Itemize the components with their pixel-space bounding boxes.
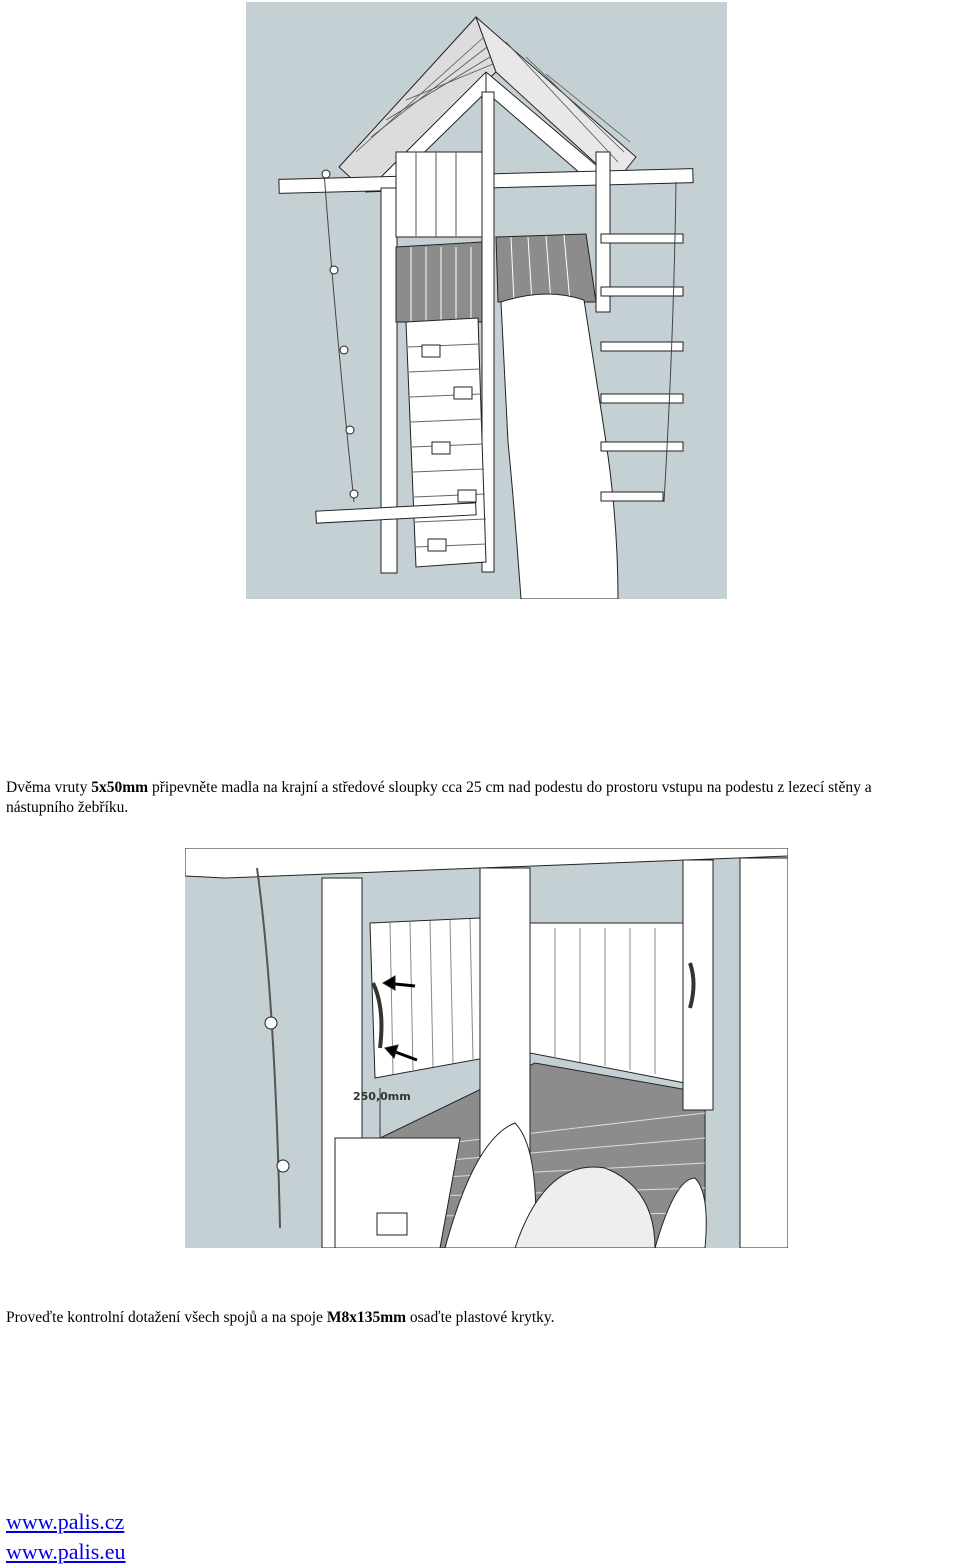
instruction-final-text: osaďte plastové krytky. — [406, 1309, 555, 1326]
footer-links — [6, 1507, 126, 1567]
instruction-handles-prefix: Dvěma vruty — [6, 779, 92, 796]
instruction-final-prefix: Proveďte kontrolní dotažení všech spojů a na spoje — [6, 1309, 327, 1326]
instruction-final-check — [6, 1308, 956, 1328]
handle-detail-illustration — [185, 848, 788, 1248]
link-palis-cz[interactable]: www.palis.cz — [6, 1509, 125, 1534]
screw-size: 5x50mm — [91, 779, 149, 796]
bolt-size: M8x135mm — [326, 1309, 407, 1326]
dimension-label: 250,0mm — [353, 1090, 411, 1103]
instruction-handles-text-line2: nástupního žebříku. — [6, 799, 129, 816]
link-palis-eu[interactable]: www.palis.eu — [6, 1539, 126, 1564]
tower-drawing — [246, 2, 727, 599]
tower-illustration — [246, 2, 727, 599]
handle-detail-drawing — [185, 848, 788, 1248]
instruction-handles — [6, 778, 956, 818]
instruction-handles-text: připevněte madla na krajní a středové sloupky cca 25 cm nad podestu do prostoru vstupu na podestu z lezecí stěny a — [148, 779, 872, 796]
